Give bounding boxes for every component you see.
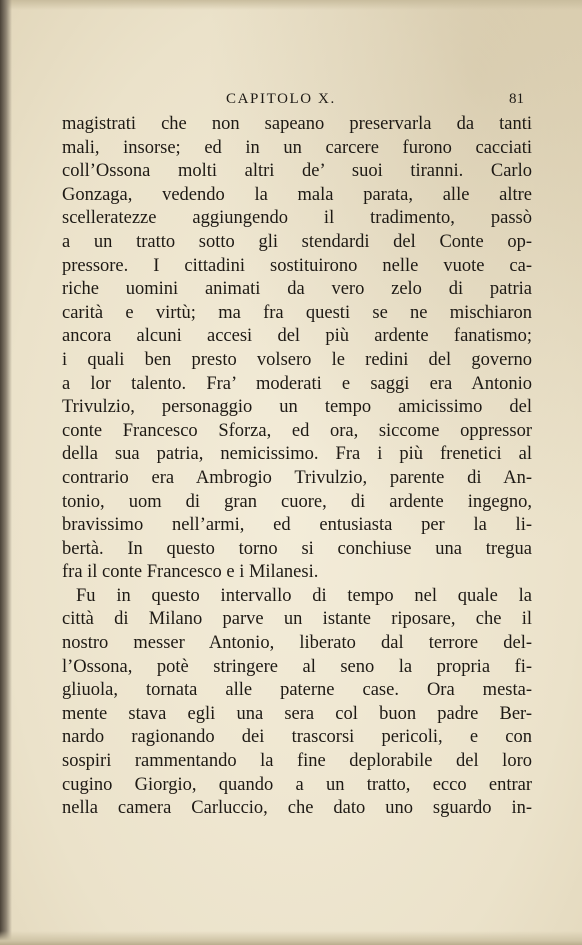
book-spine-shadow bbox=[0, 0, 12, 945]
text-line: bertà. In questo torno si conchiuse una tregua bbox=[62, 538, 532, 559]
text-line: conte Francesco Sforza, ed ora, siccome oppressor bbox=[62, 420, 532, 441]
text-line: bravissimo nell’armi, ed entusiasta per la li- bbox=[62, 515, 532, 536]
text-line: nardo ragionando dei trascorsi pericoli, e con bbox=[62, 727, 532, 748]
text-line: a lor talento. Fra’ moderati e saggi era Antonio bbox=[62, 373, 532, 394]
text-line: i quali ben presto volsero le redini del governo bbox=[62, 349, 532, 370]
text-line: città di Milano parve un istante riposare, che il bbox=[62, 609, 532, 630]
text-line: Gonzaga, vedendo la mala parata, alle altre bbox=[62, 184, 532, 205]
text-line: tonio, uom di gran cuore, di ardente ingegno, bbox=[62, 491, 532, 512]
page-bottom-edge bbox=[0, 931, 582, 945]
text-line: ancora alcuni accesi del più ardente fanatismo; bbox=[62, 326, 532, 347]
text-line: cugino Giorgio, quando a un tratto, ecco entrar bbox=[62, 774, 532, 795]
text-line: scelleratezze aggiungendo il tradimento, passò bbox=[62, 208, 532, 229]
text-line: coll’Ossona molti altri de’ suoi tiranni. Carlo bbox=[62, 161, 532, 182]
chapter-title: CAPITOLO X. bbox=[226, 91, 336, 107]
text-line: pressore. I cittadini sostituirono nelle vuote ca- bbox=[62, 255, 532, 276]
text-line: magistrati che non sapeano preservarla da tanti bbox=[62, 114, 532, 134]
text-line: contrario era Ambrogio Trivulzio, parente di An- bbox=[62, 467, 532, 488]
paragraph-start-line: Fu in questo intervallo di tempo nel quale la bbox=[76, 585, 532, 606]
text-line: mali, insorse; ed in un carcere furono cacciati bbox=[62, 137, 532, 158]
text-line: mente stava egli una sera col buon padre Ber- bbox=[62, 703, 532, 724]
text-line: gliuola, tornata alle paterne case. Ora mesta- bbox=[62, 680, 532, 701]
text-line: a un tratto sotto gli stendardi del Conte op- bbox=[62, 231, 532, 252]
page-number: 81 bbox=[509, 91, 524, 107]
text-line: l’Ossona, potè stringere al seno la propria fi- bbox=[62, 656, 532, 677]
running-head bbox=[60, 91, 530, 113]
text-line: carità e virtù; ma fra questi se ne mischiaron bbox=[62, 302, 532, 323]
text-line: nostro messer Antonio, liberato dal terrore del- bbox=[62, 633, 532, 654]
text-line: della sua patria, nemicissimo. Fra i più frenetici al bbox=[62, 444, 532, 465]
text-line: nella camera Carluccio, che dato uno sguardo in- bbox=[62, 798, 532, 819]
body-text bbox=[62, 113, 532, 821]
page-top-edge bbox=[0, 0, 582, 10]
text-line: sospiri rammentando la fine deplorabile del loro bbox=[62, 751, 532, 772]
text-line: Trivulzio, personaggio un tempo amicissimo del bbox=[62, 397, 532, 418]
text-line: riche uomini animati da vero zelo di patria bbox=[62, 279, 532, 300]
text-line: fra il conte Francesco e i Milanesi. bbox=[62, 562, 319, 583]
